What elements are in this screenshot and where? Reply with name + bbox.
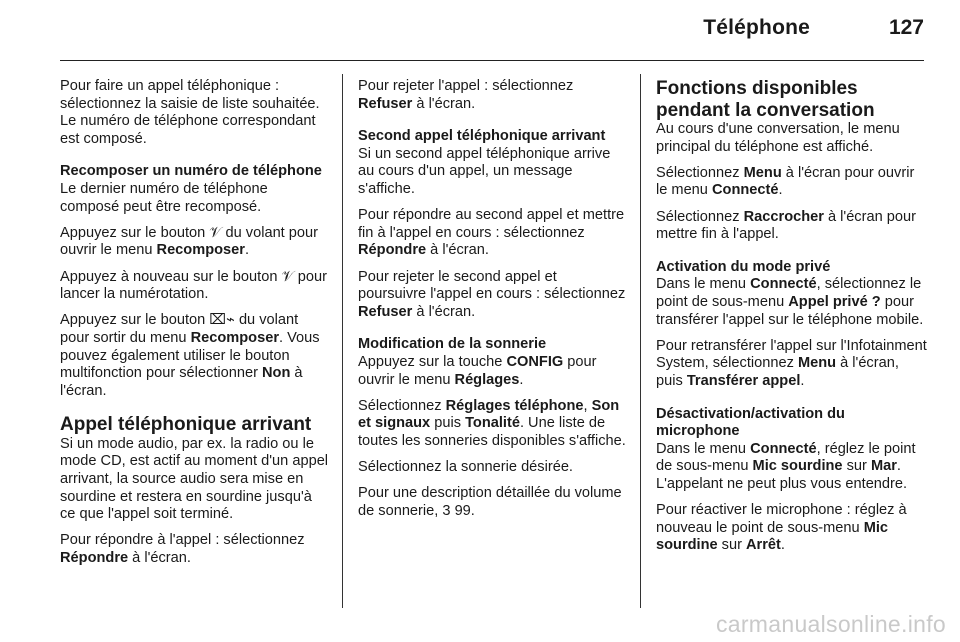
paragraph-reject: Pour rejeter l'appel : sélectionnez Refuser à l'écran.: [358, 78, 574, 112]
column-divider-2: [640, 74, 641, 608]
paragraph-mic-mute: Dans le menu Connecté, réglez le point de sous-menu Mic sourdine sur Mar. L'appelant ne peut plus vous entendre.: [656, 440, 916, 492]
heading-private-mode: Activation du mode privé: [656, 258, 831, 275]
paragraph-ringtone-select: Sélectionnez Réglages téléphone, Son et signaux puis Tonalité. Une liste de toutes les sonneries disponibles s'affiche.: [358, 397, 626, 449]
column-1: [60, 78, 330, 576]
watermark: carmanualsonline.info: [715, 611, 946, 637]
paragraph-call-menu: Au cours d'une conversation, le menu principal du téléphone est affiché.: [656, 121, 900, 155]
heading-microphone: Désactivation/activation du microphone: [656, 405, 845, 440]
column-3: [656, 78, 928, 563]
page-reference-icon: 3: [442, 502, 451, 519]
heading-redial: Recomposer un numéro de téléphone: [60, 163, 322, 180]
paragraph-incoming-audio: Si un mode audio, par ex. la radio ou le mode CD, est actif au moment d'un appel arrivant, la source audio sera mise en sourdine et restera en sourdine jusqu'à ce que l'appel soit terminé.: [60, 435, 329, 523]
phone-icon: 𝒱: [209, 224, 222, 241]
heading-call-functions: Fonctions disponibles pendant la conversation: [656, 78, 875, 121]
paragraph-transfer-back: Pour retransférer l'appel sur l'Infotainment System, sélectionnez Menu à l'écran, puis Transférer appel.: [656, 337, 927, 389]
paragraph-ringtone-choose: Sélectionnez la sonnerie désirée.: [358, 459, 573, 476]
page-number: 127: [888, 16, 924, 39]
paragraph-mic-unmute: Pour réactiver le microphone : réglez à nouveau le point de sous-menu Mic sourdine sur Arrêt.: [656, 502, 907, 554]
column-divider-1: [342, 74, 343, 608]
paragraph-ringtone-volume: Pour une description détaillée du volume de sonnerie, 3 99.: [358, 485, 622, 519]
end-call-icon: ⌧⌁: [209, 312, 235, 329]
paragraph-hang-up: Sélectionnez Raccrocher à l'écran pour mettre fin à l'appel.: [656, 208, 916, 243]
header-divider: [60, 60, 924, 61]
paragraph-redial-dial: Appuyez à nouveau sur le bouton 𝒱 pour lancer la numérotation.: [60, 268, 327, 303]
paragraph-second-call-reject: Pour rejeter le second appel et poursuivre l'appel en cours : sélectionnez Refuser à l'écran.: [358, 268, 626, 320]
paragraph-open-connected: Sélectionnez Menu à l'écran pour ouvrir le menu Connecté.: [656, 164, 915, 199]
paragraph-redial-exit: Appuyez sur le bouton ⌧⌁ du volant pour sortir du menu Recomposer. Vous pouvez également utiliser le bouton multifonction pour sélectionner Non à l'écran.: [60, 312, 320, 399]
paragraph-redial-open: Appuyez sur le bouton 𝒱 du volant pour ouvrir le menu Recomposer.: [60, 224, 319, 259]
paragraph-ringtone-config: Appuyez sur la touche CONFIG pour ouvrir le menu Réglages.: [358, 353, 597, 388]
heading-incoming-call: Appel téléphonique arrivant: [60, 414, 312, 436]
paragraph-second-call-answer: Pour répondre au second appel et mettre fin à l'appel en cours : sélectionnez Répondre à l'écran.: [358, 207, 625, 259]
heading-ringtone: Modification de la sonnerie: [358, 336, 547, 353]
phone-icon: 𝒱: [281, 268, 294, 285]
paragraph-private-call: Dans le menu Connecté, sélectionnez le point de sous-menu Appel privé ? pour transférer l'appel sur le téléphone mobile.: [656, 276, 924, 328]
paragraph-dial: Pour faire un appel téléphonique : sélectionnez la saisie de liste souhaitée. Le numéro de téléphone correspondant est composé.: [60, 78, 320, 147]
heading-second-call: Second appel téléphonique arrivant: [358, 128, 606, 145]
column-2: [358, 78, 628, 529]
paragraph-second-call-info: Si un second appel téléphonique arrive au cours d'un appel, un message s'affiche.: [358, 145, 611, 197]
paragraph-incoming-answer: Pour répondre à l'appel : sélectionnez Répondre à l'écran.: [60, 532, 305, 566]
paragraph-redial-intro: Le dernier numéro de téléphone composé peut être recomposé.: [60, 180, 268, 215]
page-title: Téléphone: [703, 16, 810, 39]
